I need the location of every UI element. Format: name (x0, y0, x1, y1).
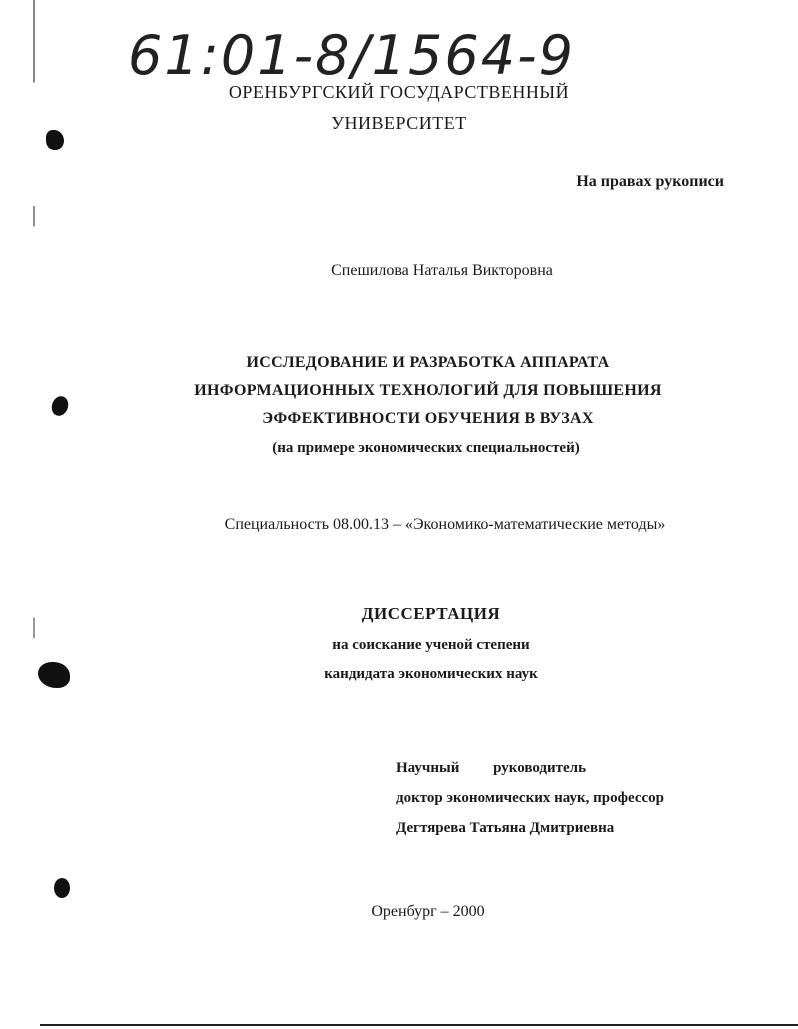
document-type: ДИССЕРТАЦИЯ (361, 604, 501, 623)
scan-edge-line (33, 0, 35, 1029)
title-line-2: ИНФОРМАЦИОННЫХ ТЕХНОЛОГИЙ ДЛЯ ПОВЫШЕНИЯ (194, 382, 662, 399)
title-line-3: ЭФФЕКТИВНОСТИ ОБУЧЕНИЯ В ВУЗАХ (262, 410, 594, 427)
title-subnote: (на примере экономических специальностей) (272, 440, 580, 456)
rights-note: На правах рукописи (576, 173, 724, 190)
supervisor-title: доктор экономических наук, профессор (396, 790, 665, 806)
handwritten-archive-number (128, 18, 608, 88)
author-name: Спешилова Наталья Викторовна (331, 262, 553, 279)
city-year: Оренбург – 2000 (371, 903, 485, 920)
degree-line-1: на соискание ученой степени (332, 637, 530, 653)
university-name-line1: ОРЕНБУРГСКИЙ ГОСУДАРСТВЕННЫЙ (228, 82, 570, 102)
dissertation-title (0, 349, 798, 433)
supervisor-name: Дегтярева Татьяна Дмитриевна (396, 820, 615, 836)
specialty-line: Специальность 08.00.13 – «Экономико-математические методы» (224, 516, 666, 533)
archive-number-text: 61:01-8/1564-9 (128, 24, 575, 87)
punch-hole-mark (54, 878, 70, 898)
title-line-1: ИССЛЕДОВАНИЕ И РАЗРАБОТКА АППАРАТА (246, 354, 610, 371)
degree-line-2: кандидата экономических наук (324, 666, 538, 682)
university-name-line2: УНИВЕРСИТЕТ (331, 113, 467, 133)
supervisor-role: Научный руководитель (396, 760, 586, 776)
scan-bottom-line (40, 1024, 798, 1026)
